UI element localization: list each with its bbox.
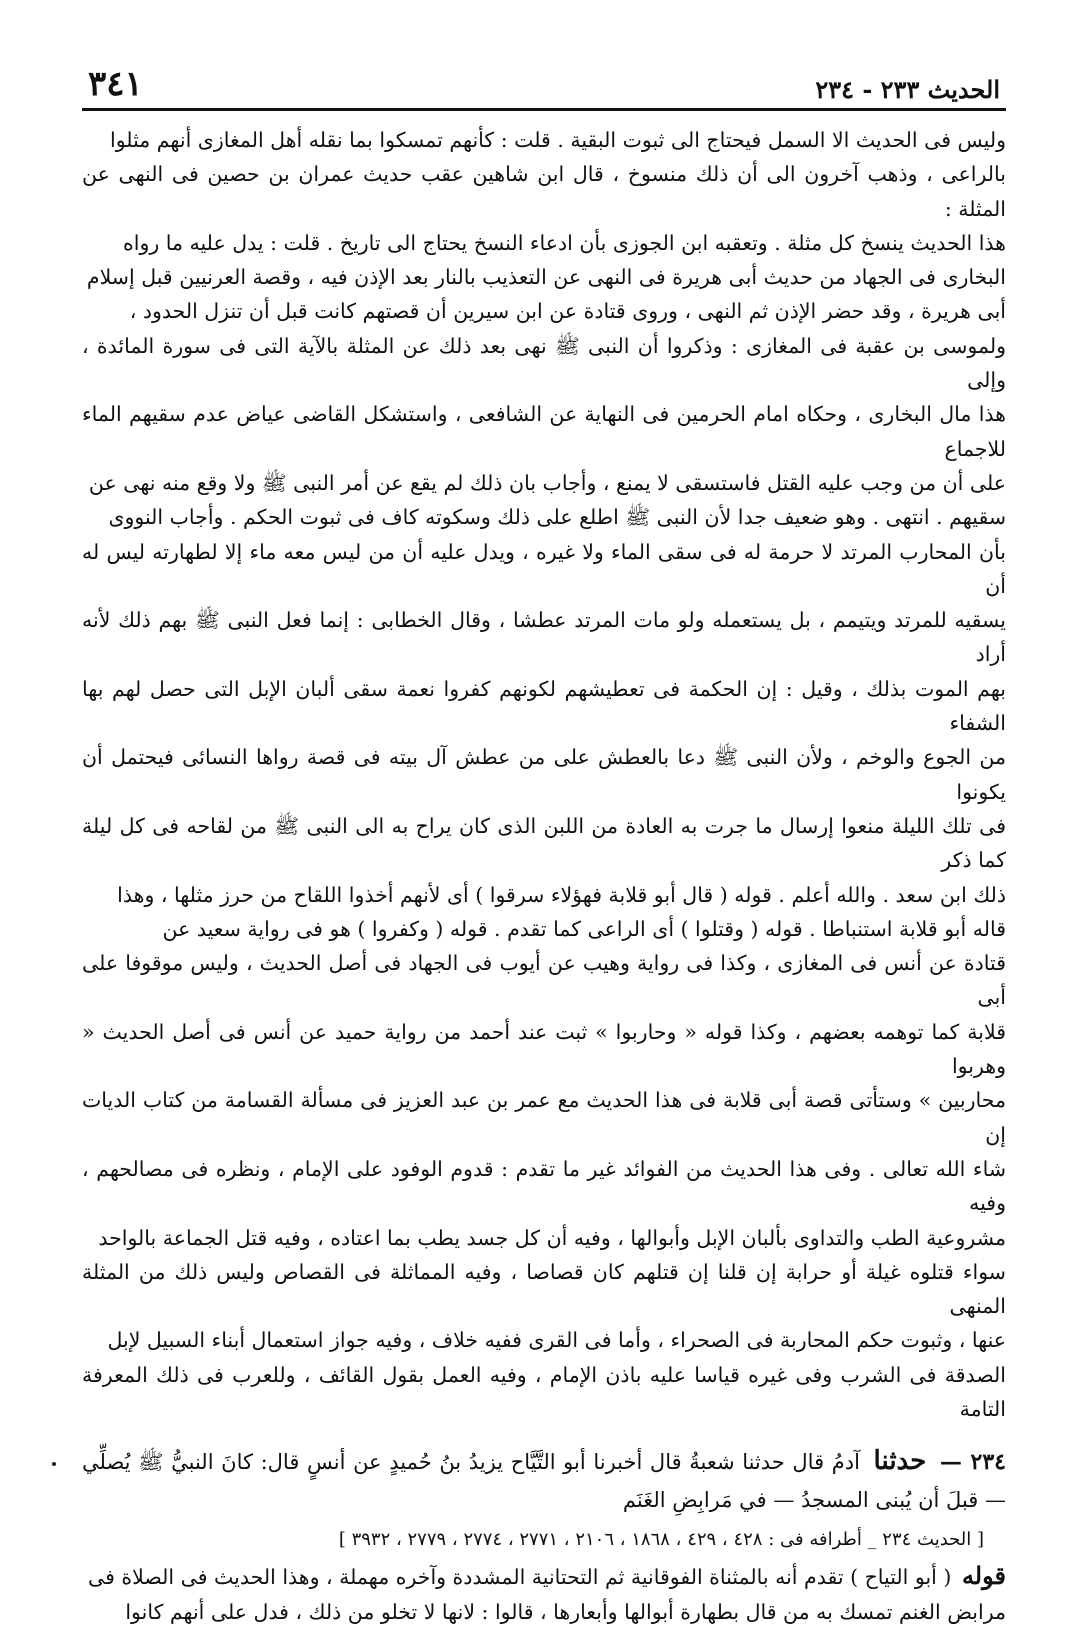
- commentary-line: شاء الله تعالى . وفى هذا الحديث من الفوائد غير ما تقدم : قدوم الوفود على الإمام ، ونظره فى مصالحهم ، وفيه: [82, 1156, 1006, 1216]
- commentary-line: بالراعى ، وذهب آخرون الى أن ذلك منسوخ ، قال ابن شاهين عقب حديث عمران بن حصين فى النهى عن المثلة :: [82, 162, 1006, 221]
- hadith-references: [ الحديث ٢٣٤ _ أطرافه فى : ٤٢٨ ، ٤٢٩ ، ١٨٦٨ ، ٢١٠٦ ، ٢٧٧١ ، ٢٧٧٤ ، ٢٧٧٩ ، ٣٩٣٢ ]: [338, 1529, 984, 1551]
- page-number: ٣٤١: [88, 64, 143, 104]
- commentary-line: أبى هريرة ، وقد حضر الإذن ثم النهى ، وروى قتادة عن ابن سيرين أن قصتهم كانت قبل أن تنزل الحدود ،: [129, 299, 1006, 324]
- commentary-line: الصدقة فى الشرب وفى غيره قياسا عليه باذن الإمام ، وفيه العمل بقول القائف ، وللعرب فى ذلك المعرفة التامة: [82, 1362, 1006, 1421]
- page-header: [82, 60, 1006, 111]
- commentary-line: فى تلك الليلة منعوا إرسال ما جرت به العادة من اللبن الذى كان يراح به الى النبى ﷺ من لقاحه فى كل ليلة كما ذكر: [82, 813, 1006, 873]
- commentary-block: [82, 123, 1006, 1426]
- qawluh-keyword: قوله: [961, 1561, 1006, 1591]
- commentary-line: بهم الموت بذلك ، وقيل : إن الحكمة فى تعطيشهم لكونهم كفروا نعمة سقى ألبان الإبل التى حصل لهم بها الشفاء: [82, 676, 1006, 736]
- commentary-line: سقيهم . انتهى . وهو ضعيف جدا لأن النبى ﷺ اطلع على ذلك وسكوته كاف فى ثبوت الحكم . وأجاب النووى: [108, 505, 1006, 530]
- commentary-line: مرابض الغنم تمسك به من قال بطهارة أبوالها وأبعارها ، قالوا : لانها لا تخلو من ذلك ، فدل على أنهم كانوا: [125, 1599, 1006, 1624]
- commentary-line: هذا مال البخارى ، وحكاه امام الحرمين فى النهاية عن الشافعى ، واستشكل القاضى عياض عدم سقيهم الماء للاجماع: [82, 402, 1006, 461]
- closing-line-text: ( أبو التياح ) تقدم أنه بالمثناة الفوقانية ثم التحتانية المشددة وآخره مهملة ، وهذا الحديث فى الصلاة فى: [88, 1565, 952, 1590]
- commentary-line: على أن من وجب عليه القتل فاستسقى لا يمنع ، وأجاب بان ذلك لم يقع عن أمر النبى ﷺ ولا وقع منه نهى عن: [88, 470, 1006, 495]
- commentary-line: سواء قتلوه غيلة أو حرابة إن قلنا إن قتلهم كان قصاصا ، وفيه المماثلة فى القصاص وليس ذلك من المثلة المنهى: [82, 1259, 1006, 1319]
- commentary-line: من الجوع والوخم ، ولأن النبى ﷺ دعا بالعطش على من عطش آل بيته فى قصة رواها النسائى فيحتمل أن يكونوا: [82, 745, 1006, 804]
- commentary-line: قتادة عن أنس فى المغازى ، وكذا فى رواية وهيب عن أيوب فى الجهاد فى أصل الحديث ، وليس موقوفا على أبى: [82, 951, 1006, 1010]
- haddathana-keyword: حدثنا: [873, 1446, 927, 1477]
- commentary-line: محاربين » وستأتى قصة أبى قلابة فى هذا الحديث مع عمر بن عبد العزيز فى مسألة القسامة من كتاب الديات إن: [82, 1088, 1006, 1147]
- commentary-line: قلابة كما توهمه بعضهم ، وكذا قوله « وحاربوا » ثبت عند أحمد من رواية حميد عن أنس فى أصل الحديث « وهربوا: [82, 1019, 1006, 1079]
- closing-commentary: [82, 1559, 1006, 1629]
- commentary-line: البخارى فى الجهاد من حديث أبى هريرة فى النهى عن التعذيب بالنار بعد الإذن فيه ، وقصة العرنيين قبل إسلام: [86, 265, 1006, 290]
- hadith-number: ٢٣٤ —: [939, 1449, 1006, 1476]
- commentary-line: وليس فى الحديث الا السمل فيحتاج الى ثبوت البقية . قلت : كأنهم تمسكوا بما نقله أهل المغازى أنهم مثلوا: [110, 128, 1006, 152]
- commentary-line: [82, 1559, 1006, 1594]
- section-spacer: [82, 1426, 1006, 1440]
- margin-dot: [52, 1462, 56, 1466]
- commentary-line: ذلك ابن سعد . والله أعلم . قوله ( قال أبو قلابة فهؤلاء سرقوا ) أى لأنهم أخذوا اللقاح من حرز مثلها ، وهذا: [117, 882, 1006, 907]
- commentary-line: هذا الحديث ينسخ كل مثلة . وتعقبه ابن الجوزى بأن ادعاء النسخ يحتاج الى تاريخ . قلت : يدل عليه ما رواه: [123, 230, 1006, 255]
- hadith-text: آدمُ قال حدثنا شعبةُ قال أخبرنا أبو التَّيَّاح يزيدُ بنُ حُميدٍ عن أنسٍ قال: كانَ النبيُّ ﷺ يُصلِّي — قبلَ أن يُبنى المسجدُ — في مَرابِضِ الغَنَم: [82, 1450, 1006, 1513]
- commentary-line: ولموسى بن عقبة فى المغازى : وذكروا أن النبى ﷺ نهى بعد ذلك عن المثلة بالآية التى فى سورة المائدة ، وإلى: [82, 333, 1006, 393]
- commentary-line: مشروعية الطب والتداوى بألبان الإبل وأبوالها ، وفيه أن كل جسد يطب بما اعتاده ، وفيه قتل الجماعة بالواحد: [98, 1225, 1006, 1250]
- commentary-line: عنها ، وثبوت حكم المحاربة فى الصحراء ، وأما فى القرى ففيه خلاف ، وفيه جواز استعمال أبناء السبيل لإبل: [107, 1328, 1006, 1353]
- commentary-line: يسقيه للمرتد ويتيمم ، بل يستعمله ولو مات المرتد عطشا ، وقال الخطابى : إنما فعل النبى ﷺ بهم ذلك لأنه أراد: [82, 608, 1006, 667]
- commentary-line: قاله أبو قلابة استنباطا . قوله ( وقتلوا ) أى الراعى كما تقدم . قوله ( وكفروا ) هو فى رواية سعيد عن: [162, 916, 1006, 941]
- hadith-text-block: [82, 1442, 1006, 1519]
- commentary-line: بأن المحارب المرتد لا حرمة له فى سقى الماء ولا غيره ، ويدل عليه أن من ليس معه ماء إلا لطهارته ليس له أن: [82, 539, 1006, 598]
- running-title: الحديث ٢٣٣ - ٢٣٤: [815, 75, 1000, 104]
